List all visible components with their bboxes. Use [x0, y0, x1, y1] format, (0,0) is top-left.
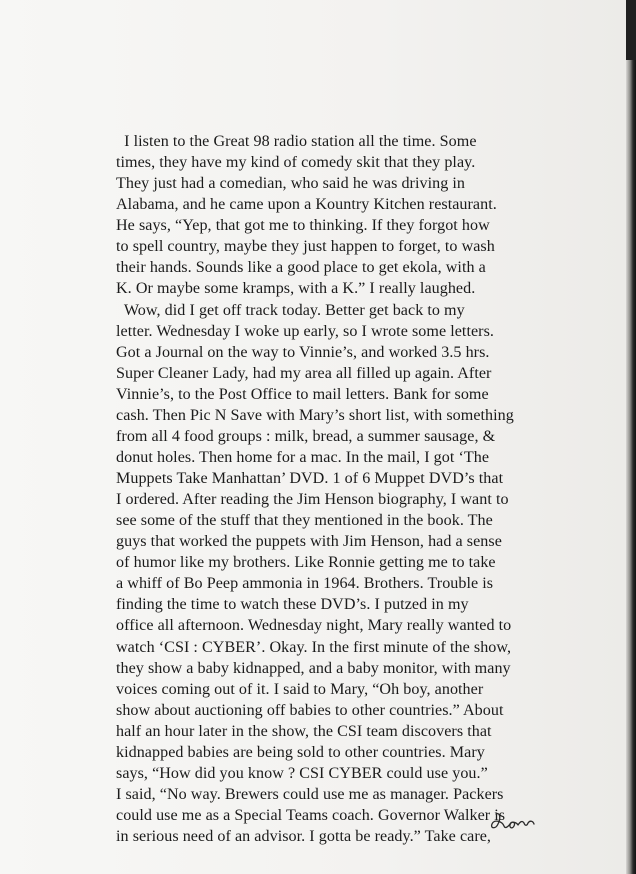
letter-line: from all 4 food groups : milk, bread, a summer sausage, & [116, 427, 496, 445]
letter-line: office all afternoon. Wednesday night, Mary really wanted to [116, 617, 512, 635]
letter-line: Got a Journal on the way to Vinnie’s, and worked 3.5 hrs. [116, 343, 490, 361]
scan-edge-shadow-top [626, 0, 636, 60]
letter-line: guys that worked the puppets with Jim Henson, had a sense [116, 533, 502, 551]
letter-line: show about auctioning off babies to other countries.” About [116, 701, 504, 719]
letter-line: finding the time to watch these DVD’s. I putzed in my [116, 596, 469, 614]
letter-line: in serious need of an advisor. I gotta be ready.” Take care, [116, 828, 492, 846]
letter-line: says, “How did you know ? CSI CYBER could use you.” [116, 764, 488, 782]
letter-line: could use me as a Special Teams coach. Governor Walker is [116, 807, 506, 824]
letter-line: Vinnie’s, to the Post Office to mail letters. Bank for some [116, 385, 489, 403]
letter-line: I said, “No way. Brewers could use me as manager. Packers [116, 785, 504, 803]
scan-edge-shadow [626, 0, 636, 874]
letter-line: a whiff of Bo Peep ammonia in 1964. Brothers. Trouble is [116, 575, 494, 593]
letter-line: see some of the stuff that they mentioned in the book. The [116, 512, 493, 530]
letter-line: voices coming out of it. I said to Mary, “Oh boy, another [116, 680, 484, 698]
letter-line: their hands. Sounds like a good place to get ekola, with a [116, 259, 486, 277]
letter-line: times, they have my kind of comedy skit that they play. [116, 154, 476, 172]
letter-line: Alabama, and he came upon a Kountry Kitchen restaurant. [116, 196, 497, 214]
letter-line: letter. Wednesday I woke up early, so I wrote some letters. [116, 322, 494, 340]
letter-line: I ordered. After reading the Jim Henson biography, I want to [116, 491, 509, 509]
letter-line: to spell country, maybe they just happen to forget, to wash [116, 238, 495, 256]
letter-line: Wow, did I get off track today. Better get back to my [116, 301, 465, 319]
letter-body [116, 131, 576, 847]
letter-line: He says, “Yep, that got me to thinking. If they forgot how [116, 217, 490, 235]
letter-line: Muppets Take Manhattan’ DVD. 1 of 6 Muppet DVD’s that [116, 470, 504, 487]
letter-line: I listen to the Great 98 radio station all the time. Some [116, 133, 477, 150]
letter-line: cash. Then Pic N Save with Mary’s short list, with something [116, 406, 514, 424]
letter-line: Super Cleaner Lady, had my area all filled up again. After [116, 364, 492, 382]
letter-line: they show a baby kidnapped, and a baby monitor, with many [116, 659, 511, 677]
letter-line: kidnapped babies are being sold to other countries. Mary [116, 743, 485, 761]
letter-line: watch ‘CSI : CYBER’. Okay. In the first minute of the show, [116, 638, 512, 656]
letter-line: half an hour later in the show, the CSI team discovers that [116, 722, 492, 740]
letter-line: They just had a comedian, who said he was driving in [116, 175, 465, 193]
handwritten-signature [486, 806, 546, 836]
letter-line: donut holes. Then home for a mac. In the mail, I got ‘The [116, 448, 490, 466]
letter-line: of humor like my brothers. Like Ronnie getting me to take [116, 554, 496, 572]
letter-line: K. Or maybe some kramps, with a K.” I really laughed. [116, 280, 476, 298]
